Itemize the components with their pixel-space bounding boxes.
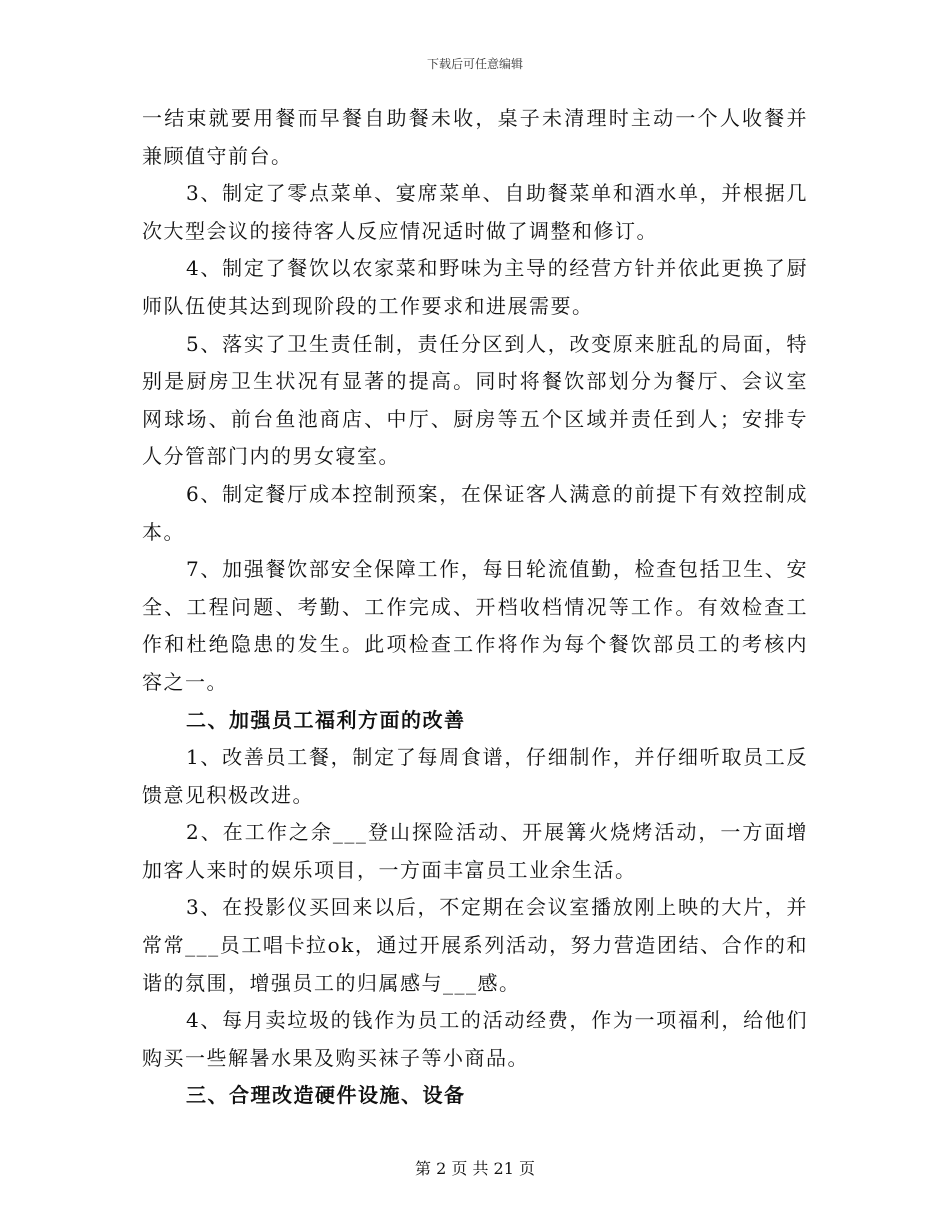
section-heading: 二、加强员工福利方面的改善 [186,707,466,732]
list-item: 6、制定餐厅成本控制预案，在保证客人满意的前提下有效控制成本。 [142,481,808,544]
paragraph-continuation: 一结束就要用餐而早餐自助餐未收，桌子未清理时主动一个人收餐并兼顾值守前台。 [142,106,808,168]
list-item: 4、每月卖垃圾的钱作为员工的活动经费，作为一项福利，给他们购买一些解暑水果及购买袜子等小商品。 [142,1008,808,1070]
page-footer: 第 2 页 共 21 页 [415,1159,535,1178]
list-item: 1、改善员工餐，制定了每周食谱，仔细制作，并仔细听取员工反馈意见积极改进。 [142,745,808,807]
list-item: 7、加强餐饮部安全保障工作，每日轮流值勤，检查包括卫生、安全、工程问题、考勤、工作完成、开档收档情况等工作。有效检查工作和杜绝隐患的发生。此项检查工作将作为每个餐饮部员工的考核内容之一。 [142,557,808,694]
list-item: 3、制定了零点菜单、宴席菜单、自助餐菜单和酒水单，并根据几次大型会议的接待客人反应情况适时做了调整和修订。 [142,181,808,243]
list-item: 5、落实了卫生责任制，责任分区到人，改变原来脏乱的局面，特别是厨房卫生状况有显著的提高。同时将餐饮部划分为餐厅、会议室网球场、前台鱼池商店、中厅、厨房等五个区域并责任到人；安排专人分管部门内的男女寝室。 [142,331,808,469]
page-header: 下载后可任意编辑 [426,57,523,71]
list-item: 2、在工作之余___登山探险活动、开展篝火烧烤活动，一方面增加客人来时的娱乐项目，一方面丰富员工业余生活。 [142,820,808,882]
document-body [142,100,808,1115]
list-item: 4、制定了餐饮以农家菜和野味为主导的经营方针并依此更换了厨师队伍使其达到现阶段的工作要求和进展需要。 [142,256,808,318]
list-item: 3、在投影仪买回来以后，不定期在会议室播放刚上映的大片，并常常___员工唱卡拉ok，通过开展系列活动，努力营造团结、合作的和谐的氛围，增强员工的归属感与___感。 [142,895,808,995]
section-heading: 三、合理改造硬件设施、设备 [186,1083,466,1108]
